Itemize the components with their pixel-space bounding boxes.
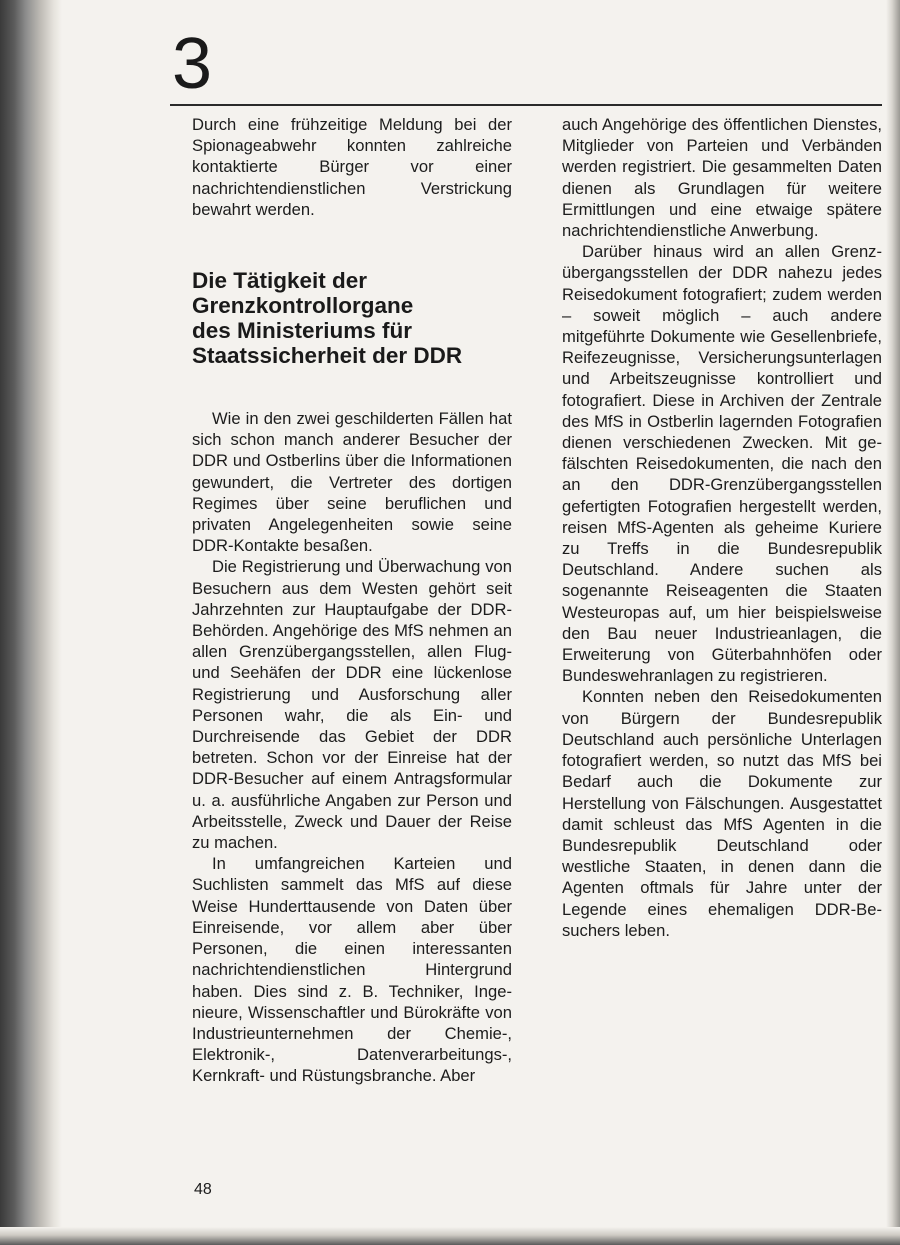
heading-line: Grenzkontrollorgane [192, 293, 414, 319]
page-right-edge [886, 0, 900, 1245]
body-paragraph: Wie in den zwei geschilderten Fällen hat sich schon manch anderer Besucher der DDR und Ostberlins über die Informationen gewundert, die Vertreter des dortigen Regimes über seine beruflichen und privaten Angelegenheiten sowie seine DDR-Kontakte besaßen. [192, 409, 512, 556]
heading-line: des Ministeriums für [192, 318, 413, 344]
continuation-paragraph: auch Angehörige des öffentlichen Dienstes, Mitglieder von Parteien und Verbänden werden registriert. Die gesammelten Daten dienen als Grundlagen für weitere Ermittlungen und eine etwaige spätere nachrichtendienstliche Anwerbung. [562, 115, 882, 241]
body-paragraph: Die Registrierung und Überwachung von Besuchern aus dem Westen gehört seit Jahrzehnten zur Hauptaufgabe der DDR-Behörden. Angehörige des MfS nehmen an allen Grenzübergangsstellen, allen Flug- und Seehäfen der DDR eine lückenlose Registrierung und Ausforschung aller Personen wahr, die als Ein- und Durchreisende das Gebiet der DDR betreten. Schon vor der Einreise hat der DDR-Besucher auf einem Antragsformular u. a. ausführliche Angaben zur Person und Arbeitsstelle, Zweck und Dauer der Reise zu machen. [192, 557, 512, 853]
intro-paragraph: Durch eine frühzeitige Meldung bei der Spionageabwehr konnten zahlreiche kontaktierte Bürger vor einer nachrichtendienstlichen Verstrickung bewahrt werden. [192, 115, 512, 219]
book-binding-shadow [0, 0, 62, 1245]
body-paragraph: Darüber hinaus wird an allen Grenzübergangsstellen der DDR nahezu jedes Reisedokument fotografiert; zudem werden – soweit möglich – auch andere mitgeführte Dokumente wie Gesellenbriefe, Reifezeugnisse, Versicherungsunterlagen und Arbeitszeugnisse kontrolliert und fotografiert. Diese in Archiven der Zentrale des MfS in Ostberlin lagernden Fotografien dienen verschiedenen Zwecken. Mit gefälschten Reisedokumenten, die nach den an den DDR-Grenzübergangsstellen gefertigten Fotografien hergestellt werden, reisen MfS-Agenten als geheime Kuriere zu Treffs in die Bundesrepublik Deutschland. Andere suchen als sogenannte Reiseagenten die Staaten Westeuropas auf, um hier beispielsweise den Bau neuer Industrieanlagen, die Erweiterung von Güterbahnhöfen oder Bundeswehranlagen zu registrieren. [562, 242, 882, 686]
body-paragraph: Konnten neben den Reisedokumenten von Bürgern der Bundesrepublik Deutschland auch persönliche Unterlagen fotografiert werden, so nutzt das MfS bei Bedarf auch die Dokumente zur Herstellung von Fälschungen. Ausgestattet damit schleust das MfS Agenten in die Bundesrepublik Deutschland oder westliche Staaten, in denen dann die Agenten oftmals für Jahre unter der Legende eines ehemaligen DDR-Besuchers leben. [562, 687, 882, 940]
heading-line: Die Tätigkeit der [192, 268, 368, 294]
body-paragraph: In umfangreichen Karteien und Suchlisten sammelt das MfS auf diese Weise Hunderttausende von Daten über Einreisende, vor allem aber über Personen, die einen interessanten nachrichtendienstlichen Hintergrund haben. Dies sind z. B. Techniker, Ingenieure, Wissenschaftler und Bürokräfte von Industrieunternehmen der Chemie-, Elektronik-, Datenverarbeitungs-, Kernkraft- und Rüstungsbranche. Aber [192, 854, 512, 1086]
section-heading [192, 268, 512, 368]
right-column [562, 114, 882, 941]
heading-line: Staatssicherheit der DDR [192, 343, 463, 369]
header-rule [170, 104, 882, 106]
chapter-number: 3 [172, 24, 213, 104]
page-bottom-edge [0, 1227, 900, 1245]
page-number: 48 [194, 1181, 212, 1198]
left-column [192, 114, 512, 1087]
